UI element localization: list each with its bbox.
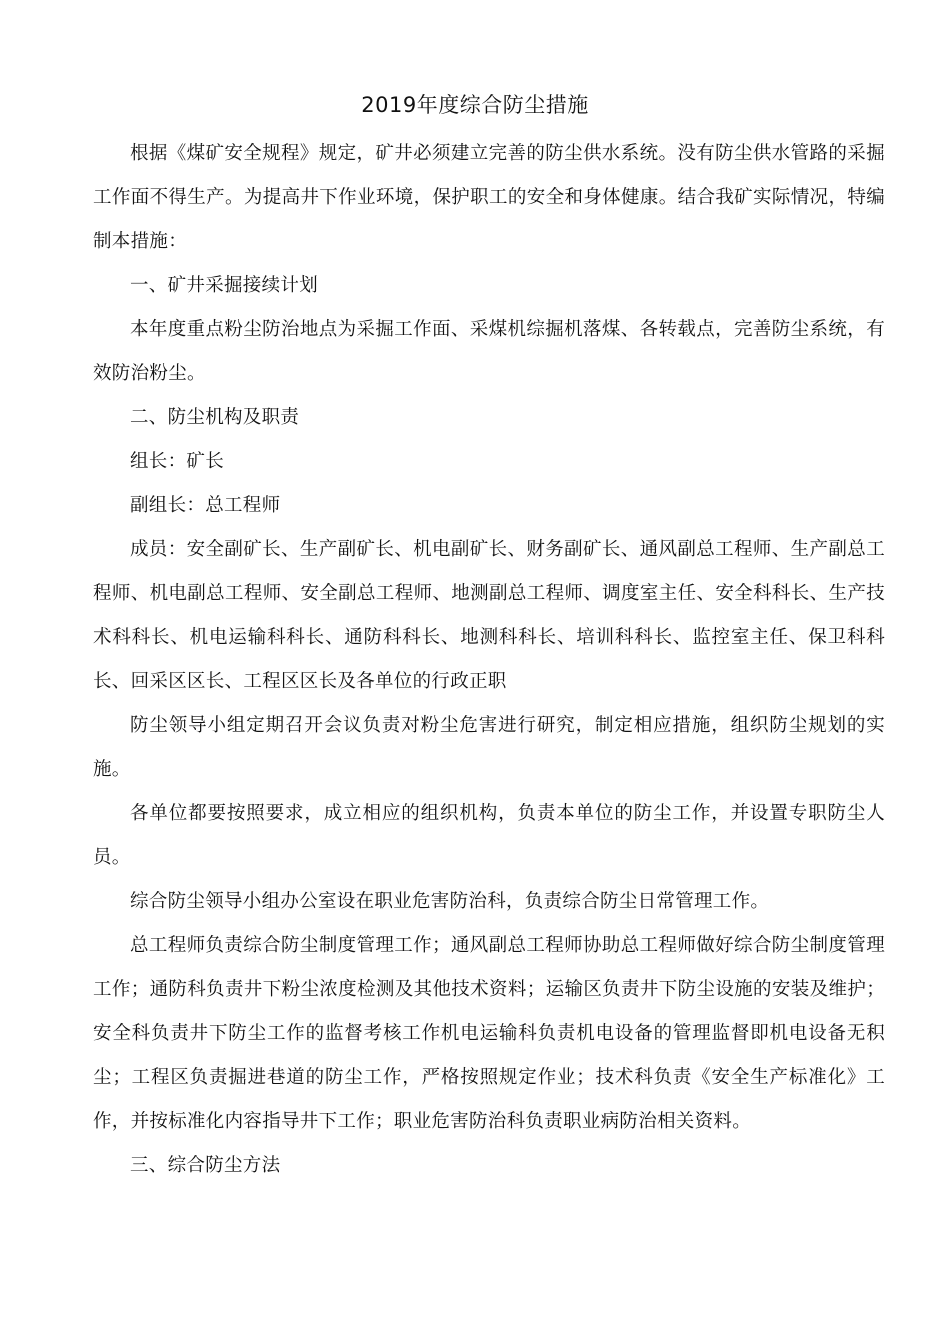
paragraph: 各单位都要按照要求，成立相应的组织机构，负责本单位的防尘工作，并设置专职防尘人员。 (93, 803, 885, 868)
document-body (93, 132, 885, 1188)
paragraph-members: 成员：安全副矿长、生产副矿长、机电副矿长、财务副矿长、通风副总工程师、生产副总工程师、机电副总工程师、安全副总工程师、地测副总工程师、调度室主任、安全科科长、生产技术科科长、机电运输科科长、通防科科长、地测科科长、培训科科长、监控室主任、保卫科科长、回采区区长、工程区区长及各单位的行政正职 (93, 539, 885, 692)
paragraph: 本年度重点粉尘防治地点为采掘工作面、采煤机综掘机落煤、各转载点，完善防尘系统，有效防治粉尘。 (93, 319, 885, 384)
paragraph-deputy-leader: 副组长：总工程师 (130, 495, 281, 516)
paragraph-intro: 根据《煤矿安全规程》规定，矿井必须建立完善的防尘供水系统。没有防尘供水管路的采掘工作面不得生产。为提高井下作业环境，保护职工的安全和身体健康。结合我矿实际情况，特编制本措施： (93, 143, 885, 252)
section-heading-1: 一、矿井采掘接续计划 (130, 275, 319, 296)
section-heading-3: 三、综合防尘方法 (130, 1155, 281, 1176)
document-title: 2019年度综合防尘措施 (361, 93, 589, 117)
paragraph: 防尘领导小组定期召开会议负责对粉尘危害进行研究，制定相应措施，组织防尘规划的实施。 (93, 715, 885, 780)
paragraph-leader: 组长：矿长 (130, 451, 225, 472)
paragraph: 综合防尘领导小组办公室设在职业危害防治科，负责综合防尘日常管理工作。 (130, 891, 770, 912)
paragraph-responsibilities: 总工程师负责综合防尘制度管理工作；通风副总工程师协助总工程师做好综合防尘制度管理工作；通防科负责井下粉尘浓度检测及其他技术资料；运输区负责井下防尘设施的安装及维护；安全科负责井下防尘工作的监督考核工作机电运输科负责机电设备的管理监督即机电设备无积尘；工程区负责掘进巷道的防尘工作，严格按照规定作业；技术科负责《安全生产标准化》工作，并按标准化内容指导井下工作；职业危害防治科负责职业病防治相关资料。 (93, 935, 885, 1132)
section-heading-2: 二、防尘机构及职责 (130, 407, 300, 428)
